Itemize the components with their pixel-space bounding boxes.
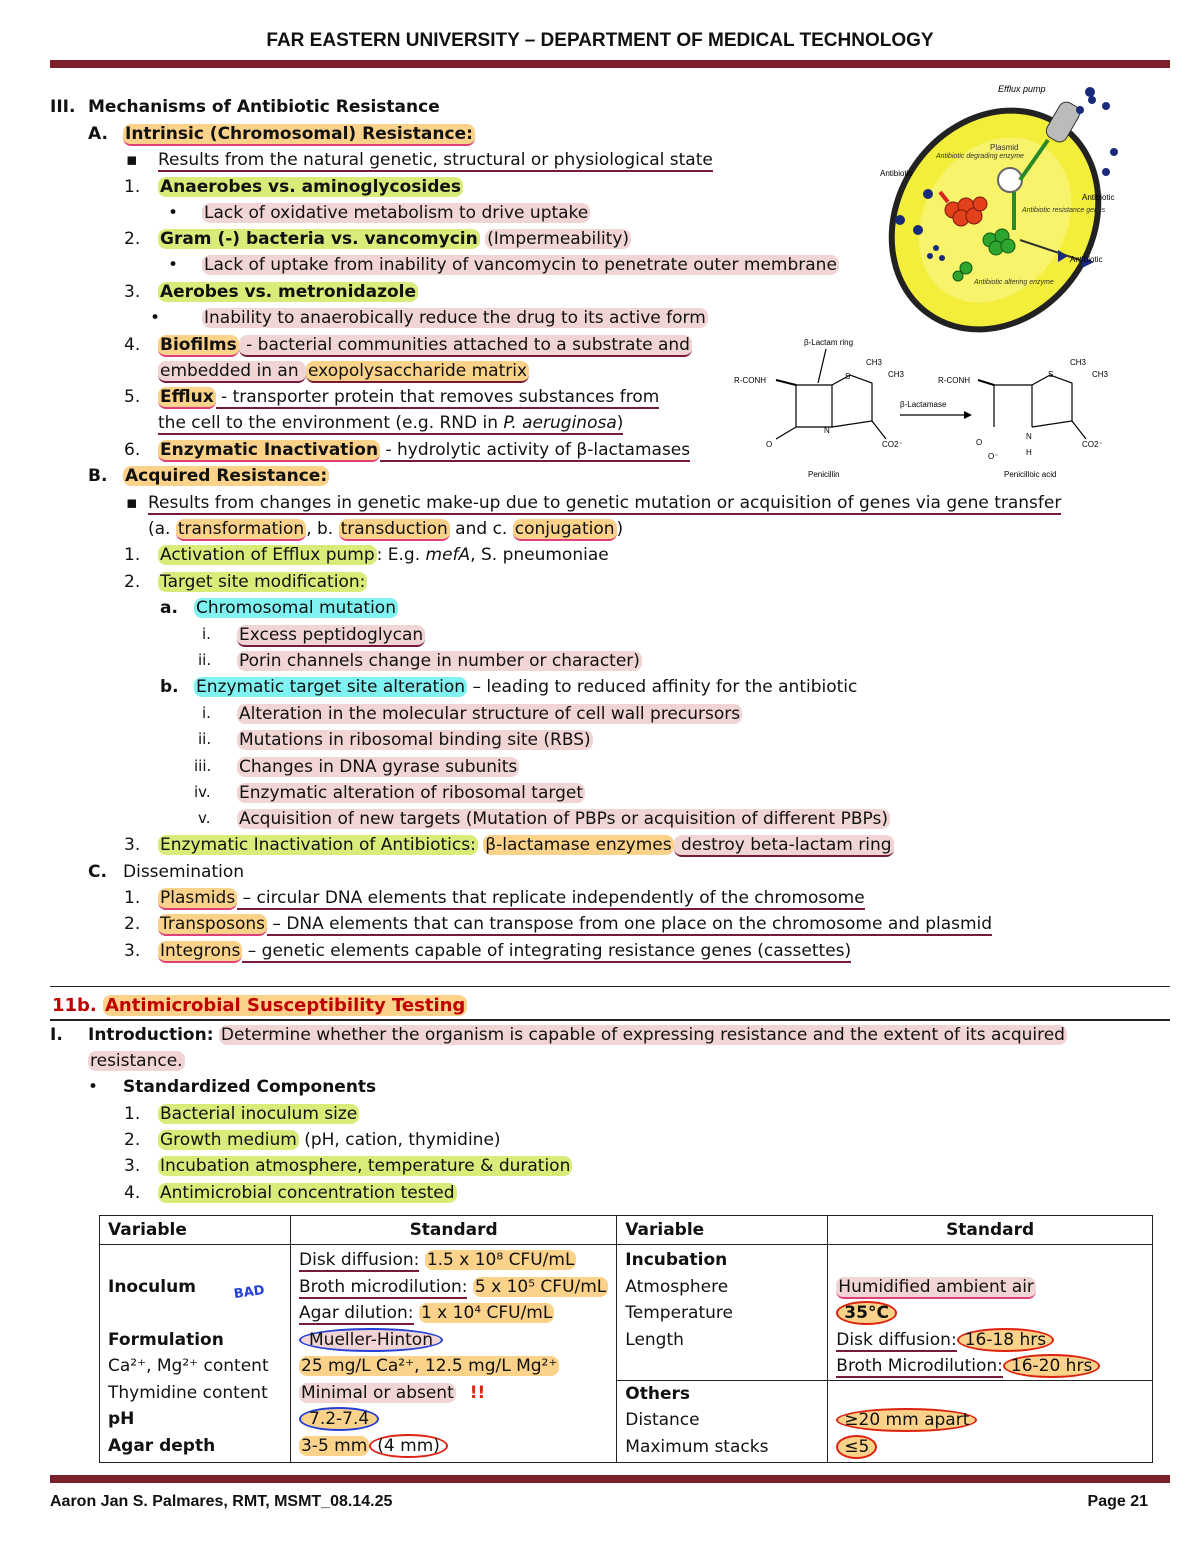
list-item: Efflux <box>160 387 214 407</box>
list-item: Inability to anaerobically reduce the drug to its active form <box>204 308 706 328</box>
subsection-label: B. <box>88 466 108 486</box>
header-rule <box>50 60 1170 68</box>
table-cell: Disk diffusion: <box>836 1329 957 1350</box>
list-item: Chromosomal mutation <box>196 598 396 618</box>
list-item-text: β-lactamase enzymes <box>485 835 672 855</box>
list-item: Anaerobes vs. aminoglycosides <box>160 177 462 197</box>
footer-author: Aaron Jan S. Palmares, RMT, MSMT_08.14.25 <box>50 1493 393 1510</box>
table-header: Variable <box>617 1216 828 1245</box>
item-number: v. <box>198 809 211 827</box>
list-item-text: (a. transformation , b. transduction and c. conjugation ) <box>148 519 624 539</box>
list-item: Excess peptidoglycan <box>239 625 424 645</box>
list-item: Growth medium <box>160 1130 297 1150</box>
table-cell: Distance <box>625 1410 700 1430</box>
list-item-note: (Impermeability) <box>487 229 630 249</box>
table-cell: Thymidine content <box>108 1382 268 1403</box>
table-cell: ≥20 mm apart <box>836 1408 977 1432</box>
list-item-text: (pH, cation, thymidine) <box>298 1130 501 1150</box>
list-item: Target site modification: <box>160 572 366 592</box>
figure-label: N <box>824 426 830 435</box>
figure-label: CH3 <box>888 370 905 379</box>
list-item: Porin channels change in number or character) <box>239 651 640 671</box>
table-cell: Minimal or absent <box>301 1382 454 1403</box>
list-item-text: – DNA elements that can transpose from one place on the chromosome and plasmid <box>267 914 993 934</box>
bullet-icon: • <box>88 1077 99 1097</box>
list-item: Antimicrobial concentration tested <box>160 1183 455 1203</box>
list-item: Mutations in ribosomal binding site (RBS) <box>239 730 591 750</box>
table-cell: Broth microdilution: <box>299 1276 468 1297</box>
beta-lactamase-reaction-figure <box>732 335 1128 485</box>
list-item-text: - hydrolytic activity of β-lactamases <box>380 440 691 460</box>
item-number: i. <box>202 704 211 722</box>
item-number: 6. <box>124 440 141 460</box>
list-item: Enzymatic alteration of ribosomal target <box>239 783 584 803</box>
intro-label: Introduction: <box>88 1025 214 1045</box>
table-cell: 7.2-7.4 <box>299 1407 379 1431</box>
ast-standards-table <box>99 1215 1153 1463</box>
list-item: Activation of Efflux pump <box>160 545 375 565</box>
list-item-text: – genetic elements capable of integrating resistance genes (cassettes) <box>242 941 852 961</box>
list-item: Acquisition of new targets (Mutation of PBPs or acquisition of different PBPs) <box>239 809 888 829</box>
list-item: Biofilms <box>160 335 237 355</box>
figure-label: Efflux pump <box>998 84 1046 94</box>
section-number: 11b. <box>52 995 97 1016</box>
table-cell: Inoculum <box>108 1276 196 1297</box>
table-cell: ≤5 <box>836 1435 877 1459</box>
resistance-mechanisms-diagram <box>870 80 1130 335</box>
section-title: Mechanisms of Antibiotic Resistance <box>88 97 440 117</box>
item-number: 3. <box>124 1156 141 1176</box>
figure-label: R-CONH <box>938 376 970 385</box>
table-cell: 35°C <box>836 1301 897 1325</box>
list-item: Bacterial inoculum size <box>160 1104 358 1124</box>
figure-label: Antibiotic degrading enzyme <box>936 153 1024 160</box>
table-header: Standard <box>291 1216 617 1245</box>
item-number: 3. <box>124 835 141 855</box>
list-item: Transposons <box>160 914 266 934</box>
subsection-title: Standardized Components <box>123 1077 377 1097</box>
figure-label: CO2⁻ <box>1082 440 1103 449</box>
list-item-text: destroy beta-lactam ring <box>675 835 892 855</box>
figure-label: O <box>976 438 983 447</box>
list-item: Aerobes vs. metronidazole <box>160 282 416 302</box>
subsection-label: C. <box>88 862 107 882</box>
bullet-icon: ▪ <box>126 150 138 170</box>
item-number: 2. <box>124 229 141 249</box>
item-number: b. <box>160 677 179 697</box>
item-number: i. <box>202 625 211 643</box>
table-cell: 1.5 x 10⁸ CFU/mL <box>426 1250 575 1270</box>
bullet-icon: ▪ <box>126 493 138 513</box>
table-cell: Formulation <box>108 1329 224 1350</box>
table-cell: 5 x 10⁵ CFU/mL <box>474 1276 607 1297</box>
list-item-text: ) <box>616 413 624 433</box>
figure-label: Antibiotic <box>880 169 913 178</box>
item-number: 2. <box>124 914 141 934</box>
item-number: 3. <box>124 941 141 961</box>
list-item-text: : E.g. <box>376 545 426 565</box>
item-number: 1. <box>124 1104 141 1124</box>
table-cell: Others <box>617 1380 827 1408</box>
item-number: ii. <box>198 651 212 669</box>
item-number: 1. <box>124 545 141 565</box>
list-item: Results from changes in genetic make-up due to genetic mutation or acquisition of genes via gene transfer <box>148 493 1062 513</box>
list-item: Lack of oxidative metabolism to drive uptake <box>204 203 589 223</box>
figure-label: S <box>845 372 851 381</box>
list-item-text: exopolysaccharide matrix <box>308 361 528 381</box>
table-header: Standard <box>828 1216 1153 1245</box>
section-number: III. <box>50 97 76 117</box>
list-item: Integrons <box>160 941 241 961</box>
table-cell: 16-20 hrs <box>1003 1354 1100 1378</box>
figure-label: CH3 <box>1070 358 1087 367</box>
table-cell: Agar depth <box>108 1435 216 1456</box>
figure-label: R-CONH <box>734 376 766 385</box>
figure-label: O <box>766 440 773 449</box>
list-item: Alteration in the molecular structure of cell wall precursors <box>239 704 741 724</box>
figure-label: Antibiotic altering enzyme <box>974 279 1054 286</box>
table-cell: 3-5 mm <box>301 1435 368 1456</box>
handwritten-note: BAD <box>233 1282 266 1302</box>
table-cell: Disk diffusion: <box>299 1250 420 1270</box>
bullet-icon: • <box>168 255 179 275</box>
item-number: 5. <box>124 387 141 407</box>
list-item: Gram (-) bacteria vs. vancomycin <box>160 229 478 249</box>
item-number: 4. <box>124 335 141 355</box>
figure-label: CH3 <box>866 358 883 367</box>
figure-label: Antibiotic <box>1082 193 1115 202</box>
subsection-title: Acquired Resistance: <box>125 466 328 486</box>
figure-label: CH3 <box>1092 370 1109 379</box>
table-cell: Broth Microdilution: <box>836 1356 1003 1376</box>
item-number: 1. <box>124 177 141 197</box>
list-item: Enzymatic Inactivation of Antibiotics: <box>160 835 476 855</box>
list-item: Results from the natural genetic, structural or physiological state <box>158 150 713 170</box>
table-cell: 1 x 10⁴ CFU/mL <box>420 1303 553 1323</box>
section-rule <box>50 986 1170 987</box>
list-item-text: - transporter protein that removes substances from <box>215 387 660 407</box>
list-item: Incubation atmosphere, temperature & duration <box>160 1156 571 1176</box>
figure-label: N <box>1026 432 1032 441</box>
table-cell: Mueller-Hinton <box>299 1328 443 1352</box>
figure-label: Plasmid <box>990 143 1019 152</box>
section-title: Antimicrobial Susceptibility Testing <box>105 995 466 1016</box>
list-item-text: – circular DNA elements that replicate independently of the chromosome <box>237 888 865 908</box>
table-header: Variable <box>100 1216 291 1245</box>
figure-label: Penicillin <box>808 470 840 479</box>
subsection-title: Dissemination <box>123 862 245 882</box>
page-header-title: FAR EASTERN UNIVERSITY – DEPARTMENT OF MEDICAL TECHNOLOGY <box>266 30 934 51</box>
table-cell: Temperature <box>625 1303 733 1323</box>
subsection-title: Intrinsic (Chromosomal) Resistance: <box>125 124 473 144</box>
list-item: Enzymatic Inactivation <box>160 440 379 460</box>
intro-text: resistance. <box>90 1051 183 1071</box>
item-number: 2. <box>124 1130 141 1150</box>
list-item: Lack of uptake from inability of vancomycin to penetrate outer membrane <box>204 255 837 275</box>
list-item: Enzymatic target site alteration <box>196 677 466 697</box>
intro-text: Determine whether the organism is capable of expressing resistance and the extent of its acquired <box>220 1025 1065 1045</box>
item-number: 2. <box>124 572 141 592</box>
list-item-text: , S. pneumoniae <box>470 545 609 565</box>
list-item-text: embedded in an <box>160 361 305 381</box>
table-cell: pH <box>108 1409 135 1429</box>
figure-label: H <box>1026 448 1032 457</box>
table-cell: Incubation <box>625 1250 728 1270</box>
footer-rule <box>50 1475 1170 1483</box>
list-item: Plasmids <box>160 888 236 908</box>
table-cell: Length <box>625 1329 684 1350</box>
figure-label: Penicilloic acid <box>1004 470 1057 479</box>
subsection-label: A. <box>88 124 108 144</box>
table-cell: (4 mm) <box>369 1434 448 1458</box>
bullet-icon: • <box>150 308 161 328</box>
list-item-text: P. aeruginosa <box>503 413 617 433</box>
item-number: 3. <box>124 282 141 302</box>
table-cell: Atmosphere <box>625 1276 729 1297</box>
item-number: ii. <box>198 730 212 748</box>
figure-label: Antibiotic <box>1070 255 1103 264</box>
list-item-text: – leading to reduced affinity for the antibiotic <box>467 677 858 697</box>
item-number: iii. <box>194 757 212 775</box>
figure-label: β-Lactamase <box>900 400 947 409</box>
list-item: Changes in DNA gyrase subunits <box>239 757 518 777</box>
figure-label: Antibiotic resistance genes <box>1022 207 1106 214</box>
figure-label: CO2⁻ <box>882 440 903 449</box>
item-number: iv. <box>194 783 211 801</box>
handwritten-mark-icon: !! <box>469 1382 486 1403</box>
section-rule <box>50 1019 1170 1021</box>
item-number: a. <box>160 598 178 618</box>
figure-label: O⁻ <box>988 452 999 461</box>
list-item-text: mefA <box>425 545 471 565</box>
table-cell: Agar dilution: <box>299 1303 414 1323</box>
figure-label: β-Lactam ring <box>804 338 854 347</box>
table-cell: Humidified ambient air <box>838 1276 1034 1297</box>
item-number: 1. <box>124 888 141 908</box>
list-item-text: - bacterial communities attached to a substrate and <box>240 335 690 355</box>
item-number: 4. <box>124 1183 141 1203</box>
section-number: I. <box>50 1025 63 1045</box>
table-cell: 16-18 hrs <box>957 1328 1054 1352</box>
figure-label: S <box>1048 370 1054 379</box>
page-number: Page 21 <box>1087 1493 1148 1510</box>
list-item-text: the cell to the environment (e.g. RND in <box>158 413 504 433</box>
table-cell: Ca²⁺, Mg²⁺ content <box>108 1356 269 1376</box>
table-cell: 25 mg/L Ca²⁺, 12.5 mg/L Mg²⁺ <box>301 1356 558 1376</box>
bullet-icon: • <box>168 203 179 223</box>
table-cell: Maximum stacks <box>625 1436 769 1457</box>
